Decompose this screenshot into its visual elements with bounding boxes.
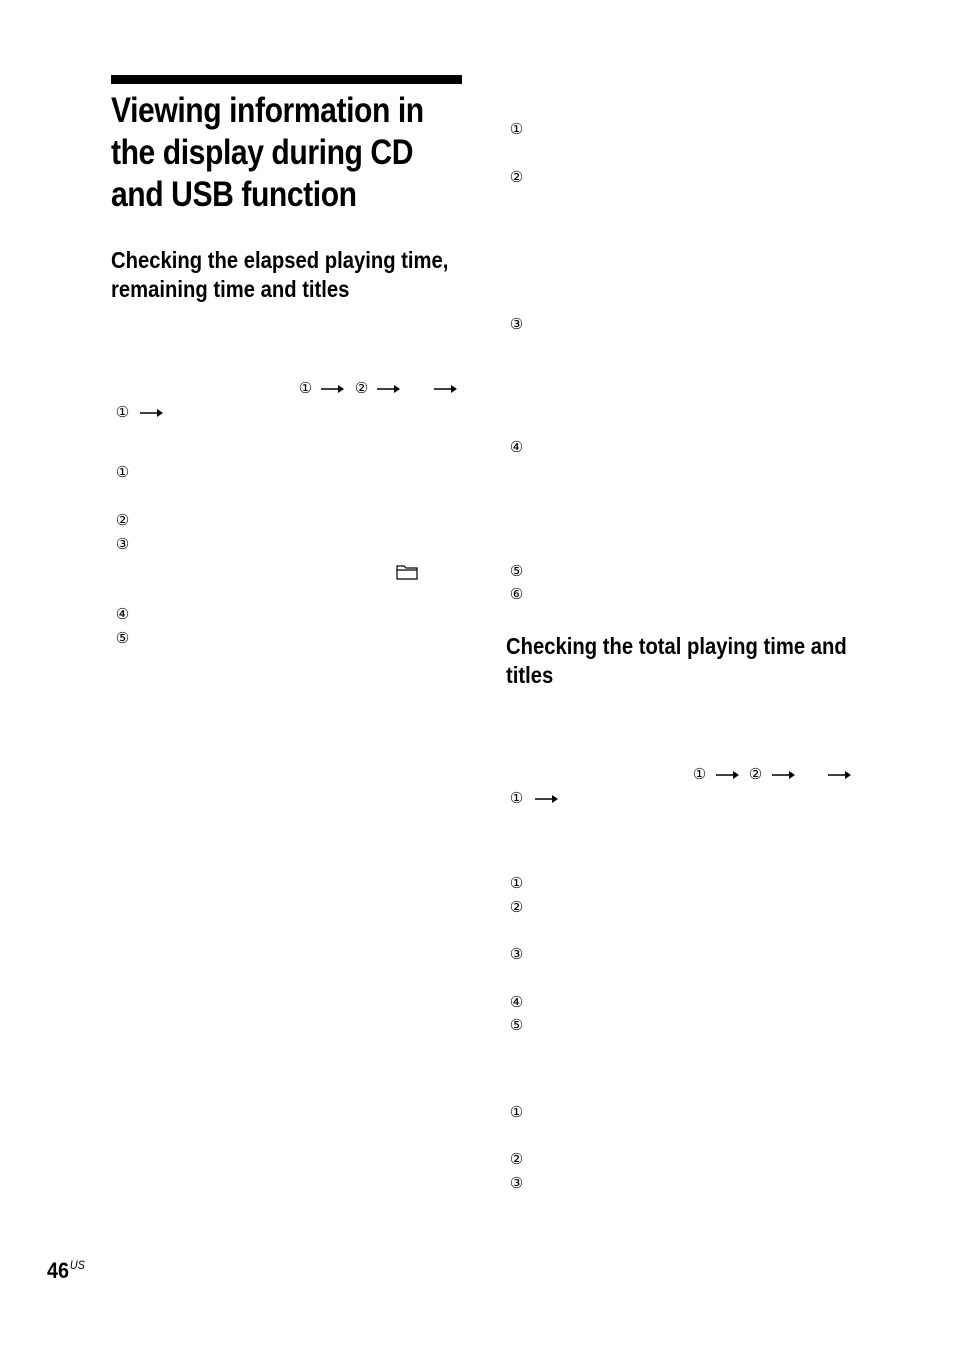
arrow-right-icon <box>826 765 852 784</box>
arrow-right-icon <box>375 379 401 398</box>
section-heading-elapsed-time <box>111 246 448 304</box>
list-marker-4: ④ <box>509 993 524 1011</box>
step-marker-1: ① <box>115 403 130 421</box>
list-marker-3: ③ <box>509 945 524 963</box>
page-number-suffix: US <box>69 1258 85 1272</box>
section-heading-line-1: Checking the elapsed playing time, <box>111 247 449 273</box>
arrow-right-icon <box>138 403 164 422</box>
page-number-value: 46 <box>47 1258 70 1283</box>
page-number <box>47 1250 85 1286</box>
section-heading-line-1: Checking the total playing time and <box>506 633 847 659</box>
list-marker-4: ④ <box>115 605 130 623</box>
section-heading-line-2: titles <box>506 662 554 688</box>
step-marker-1: ① <box>509 789 524 807</box>
list-marker-1: ① <box>509 1103 524 1121</box>
arrow-right-icon <box>714 765 740 784</box>
list-marker-2: ② <box>509 168 524 186</box>
step-marker-1: ① <box>692 765 707 783</box>
step-marker-1: ① <box>298 379 313 397</box>
section-heading-line-2: remaining time and titles <box>111 276 350 302</box>
folder-icon <box>396 563 420 581</box>
list-marker-2: ② <box>115 511 130 529</box>
step-marker-2: ② <box>354 379 369 397</box>
title-rule <box>111 75 462 84</box>
list-marker-5: ⑤ <box>509 1016 524 1034</box>
section-heading-total-time <box>506 632 847 690</box>
arrow-right-icon <box>432 379 458 398</box>
page-title-line-3: and USB function <box>111 175 357 214</box>
list-marker-4: ④ <box>509 438 524 456</box>
list-marker-5: ⑤ <box>509 562 524 580</box>
arrow-right-icon <box>533 789 559 808</box>
list-marker-5: ⑤ <box>115 629 130 647</box>
page-title-line-2: the display during CD <box>111 133 414 172</box>
page-title <box>111 90 424 216</box>
list-marker-1: ① <box>115 463 130 481</box>
list-marker-1: ① <box>509 874 524 892</box>
list-marker-2: ② <box>509 898 524 916</box>
step-marker-2: ② <box>748 765 763 783</box>
list-marker-3: ③ <box>509 1174 524 1192</box>
list-marker-3: ③ <box>115 535 130 553</box>
arrow-right-icon <box>770 765 796 784</box>
arrow-right-icon <box>319 379 345 398</box>
list-marker-3: ③ <box>509 315 524 333</box>
list-marker-2: ② <box>509 1150 524 1168</box>
list-marker-6: ⑥ <box>509 585 524 603</box>
list-marker-1: ① <box>509 120 524 138</box>
page-title-line-1: Viewing information in <box>111 91 424 130</box>
